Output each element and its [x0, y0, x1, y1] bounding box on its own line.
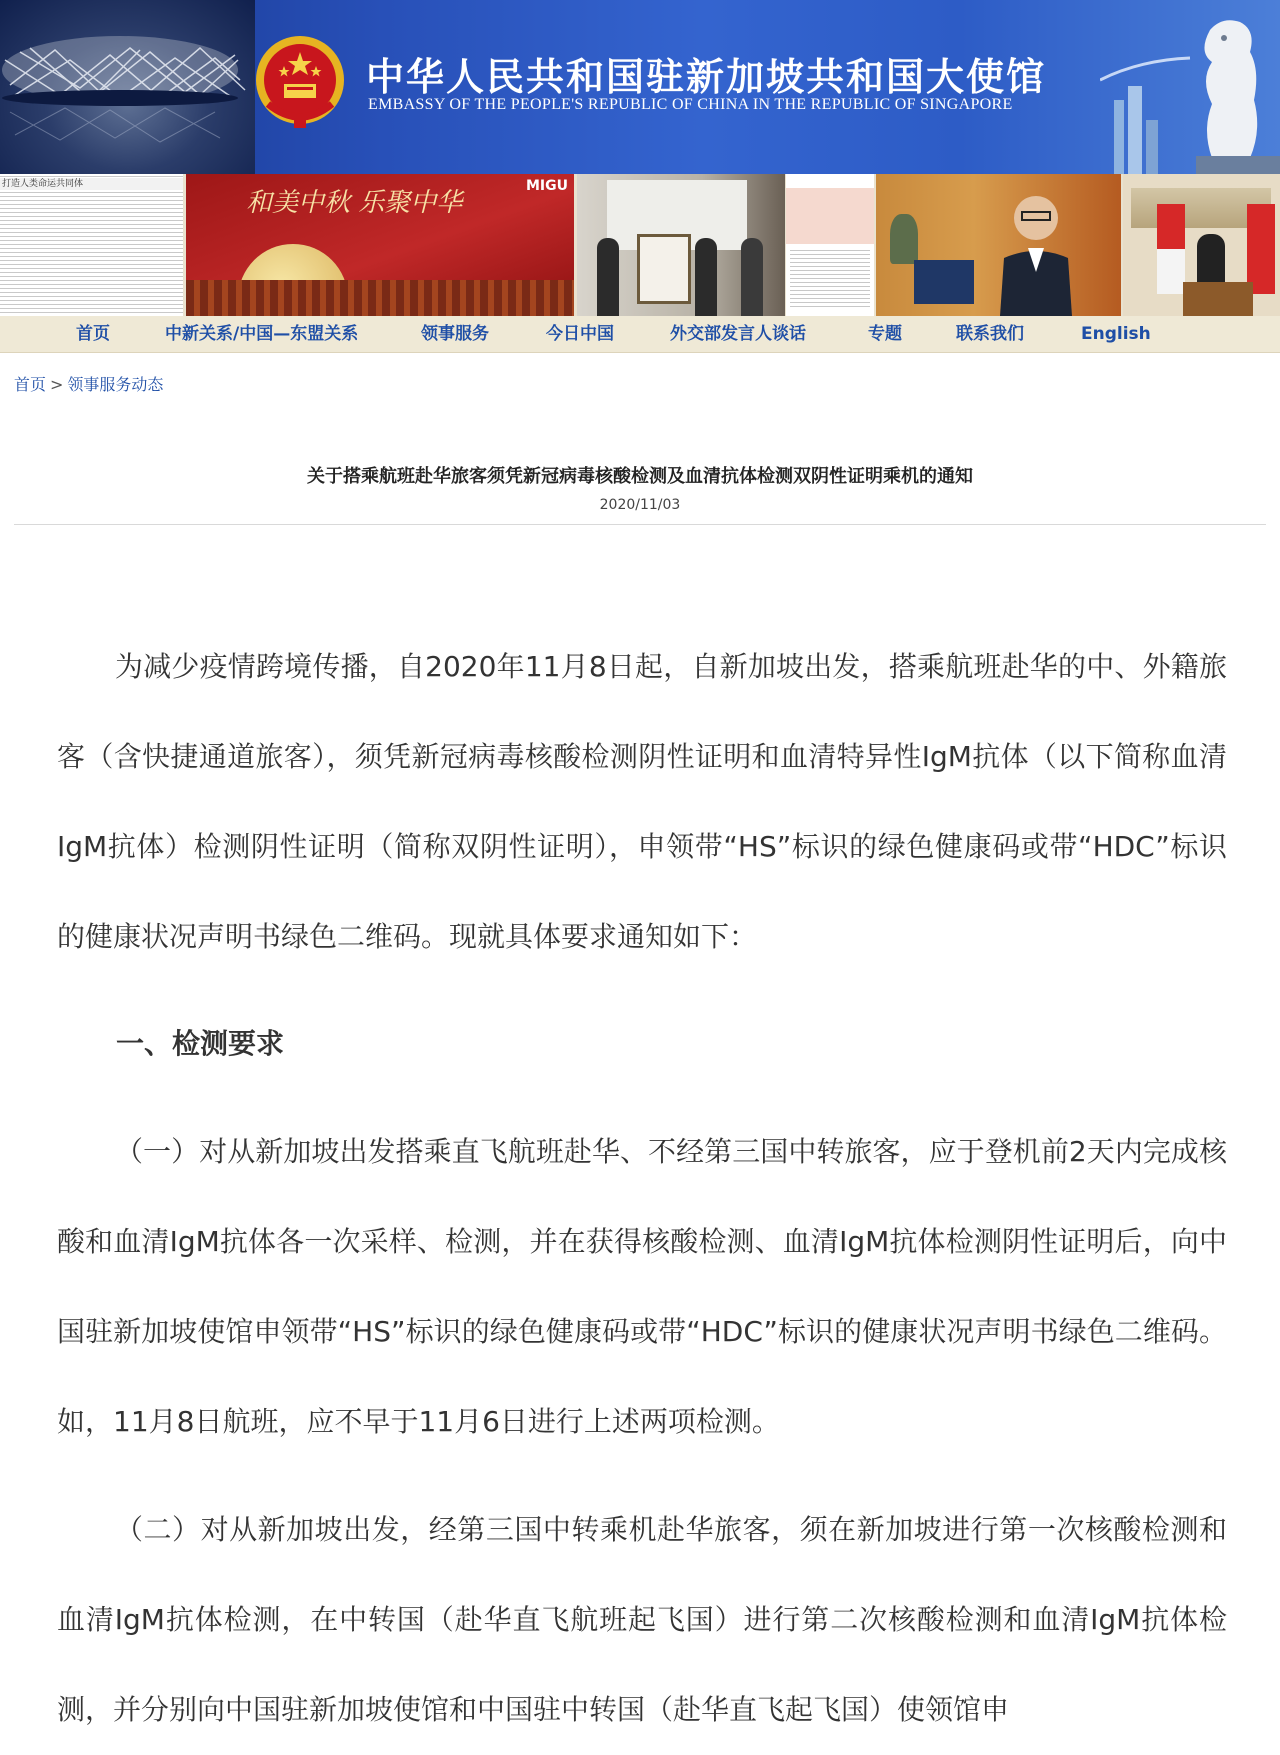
tv-graphic: [914, 260, 974, 304]
breadcrumb-separator: >: [50, 375, 64, 394]
nav-item-topics[interactable]: 专题: [868, 324, 902, 344]
main-navigation: [0, 316, 1280, 353]
article-title: 关于搭乘航班赴华旅客须凭新冠病毒核酸检测及血清抗体检测双阴性证明乘机的通知: [307, 466, 973, 487]
section-heading: 一、检测要求: [116, 1027, 285, 1060]
newspaper-header: 打造人类命运共同体: [0, 178, 183, 190]
title-divider: [14, 524, 1266, 525]
festival-title: 和美中秋 乐聚中华: [246, 188, 463, 218]
speaker-figure: [996, 188, 1076, 316]
breadcrumb: [14, 372, 163, 395]
article-item-1-paragraph: （一）对从新加坡出发搭乘直飞航班赴华、不经第三国中转旅客，应于登机前2天内完成核酸和血清IgM抗体各一次采样、检测，并在获得核酸检测、血清IgM抗体检测阴性证明后，向中国驻新加坡使馆申领带“HS”标识的绿色健康码或带“HDC”标识的健康状况声明书绿色二维码。如，11月8日航班，应不早于11月6日进行上述两项检测。: [57, 1135, 1227, 1438]
mid-autumn-festival-photo[interactable]: [186, 174, 574, 316]
breadcrumb-current-link[interactable]: 领事服务动态: [67, 375, 164, 394]
nav-item-china-singapore-relations[interactable]: 中新关系/中国—东盟关系: [165, 324, 359, 344]
person-figure: [597, 238, 619, 316]
site-subtitle: EMBASSY OF THE PEOPLE'S REPUBLIC OF CHINA IN THE REPUBLIC OF SINGAPORE: [368, 96, 1013, 113]
newspaper-lines: [790, 250, 870, 310]
merlion-skyline-image: [1100, 0, 1280, 174]
roof-graphic: [186, 280, 574, 316]
nav-item-spokesperson[interactable]: 外交部发言人谈话: [670, 324, 806, 344]
person-figure: [741, 238, 763, 316]
china-flag: [1247, 204, 1275, 294]
birds-nest-stadium-image: [0, 0, 255, 174]
flags-podium-photo[interactable]: [1123, 174, 1280, 316]
speaker-figure: [1197, 234, 1225, 284]
article-item-2-paragraph: （二）对从新加坡出发，经第三国中转乘机赴华旅客，须在新加坡进行第一次核酸检测和血清IgM抗体检测，在中转国（赴华直飞航班起飞国）进行第二次核酸检测和血清IgM抗体检测，并分别向中国驻新加坡使馆和中国驻中转国（赴华直飞起飞国）使领馆申: [57, 1513, 1227, 1726]
newspaper-photo[interactable]: [0, 174, 183, 316]
painting-frame: [637, 234, 691, 304]
person-figure: [695, 238, 717, 316]
article-intro-paragraph: 为减少疫情跨境传播，自2020年11月8日起，自新加坡出发，搭乘航班赴华的中、外籍旅客（含快捷通道旅客），须凭新冠病毒核酸检测阴性证明和血清特异性IgM抗体（以下简称血清IgM抗体）检测阴性证明（简称双阴性证明），申领带“HS”标识的绿色健康码或带“HDC”标识的健康状况声明书绿色二维码。现就具体要求通知如下：: [57, 650, 1227, 953]
nav-item-consular-services[interactable]: 领事服务: [421, 324, 489, 344]
video-interview-photo[interactable]: [876, 174, 1121, 316]
podium: [1183, 282, 1253, 316]
festival-logo: MIGU: [526, 178, 568, 194]
site-title: 中华人民共和国驻新加坡共和国大使馆: [366, 54, 1047, 99]
nav-item-english[interactable]: English: [1081, 324, 1151, 344]
nav-item-contact-us[interactable]: 联系我们: [956, 324, 1024, 344]
singapore-flag: [1157, 204, 1185, 294]
ceremony-photo[interactable]: [577, 174, 785, 316]
nav-item-home[interactable]: 首页: [76, 324, 110, 344]
breadcrumb-home-link[interactable]: 首页: [14, 375, 47, 394]
newspaper-clip-photo[interactable]: [786, 174, 874, 316]
article-date: 2020/11/03: [599, 497, 681, 513]
vase-graphic: [890, 214, 918, 264]
site-header-banner: [0, 0, 1280, 174]
national-emblem-icon: [254, 30, 346, 132]
nav-item-china-today[interactable]: 今日中国: [546, 324, 614, 344]
photo-carousel-strip: [0, 174, 1280, 316]
